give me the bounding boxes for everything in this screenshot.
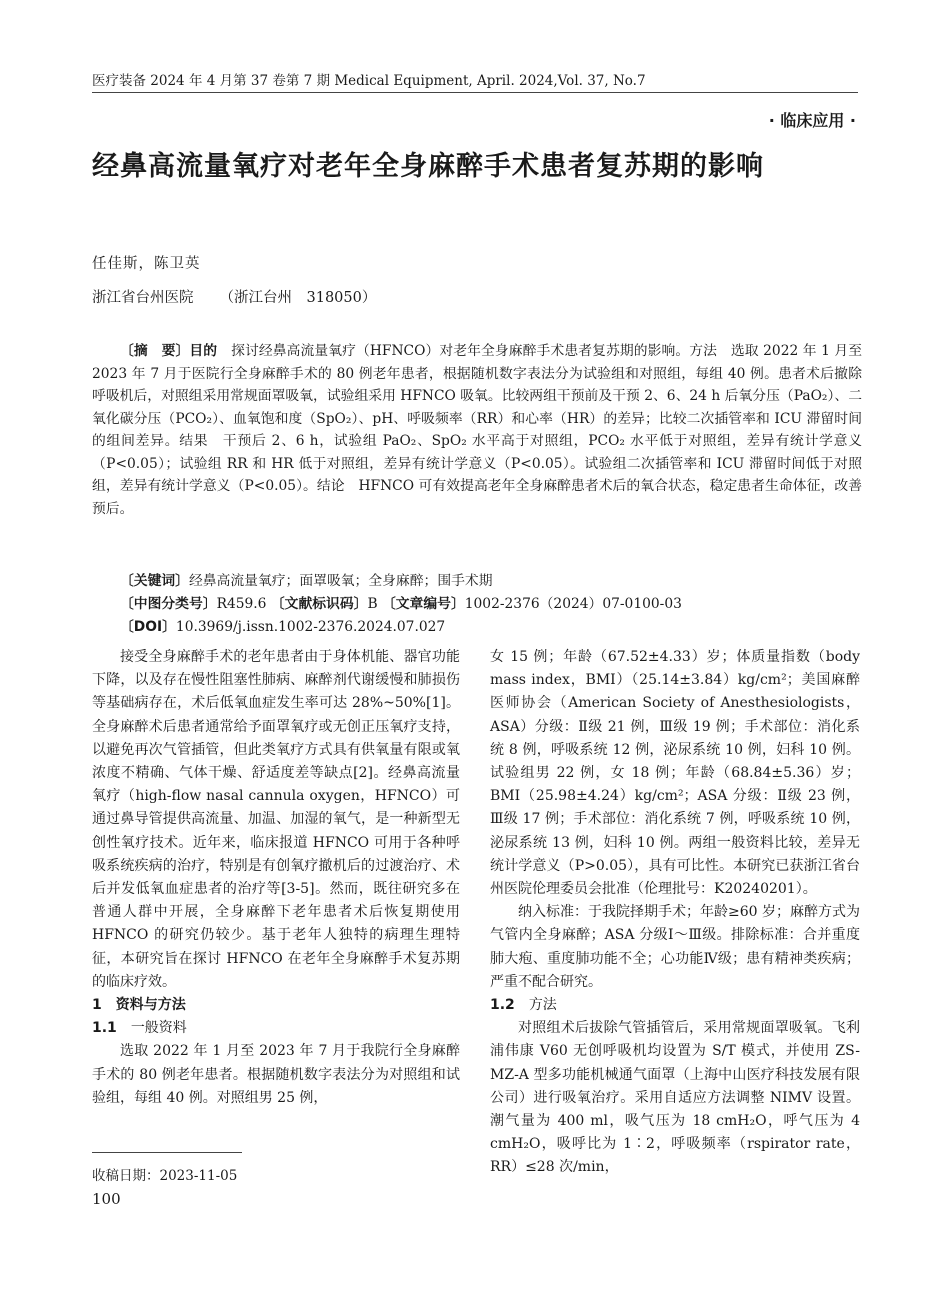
criteria-paragraph: 纳入标准：于我院择期手术；年龄≥60 岁；麻醉方式为气管内全身麻醉；ASA 分级Ⅰ～Ⅲ级。排除标准：合并重度肺大疱、重度肺功能不全；心功能Ⅳ级；患有精神类疾病；严重不配合研究。 [490,904,860,990]
body-column-left [92,646,460,1110]
doi-label: 〔DOI〕 [120,619,176,635]
header-rule [92,92,858,93]
doi-text: 10.3969/j.issn.1002-2376.2024.07.027 [175,619,446,635]
subsection-title: 方法 [528,997,557,1014]
doi [120,616,445,639]
subsection-number: 1.1 [92,1020,117,1037]
general-data-paragraph: 选取 2022 年 1 月至 2023 年 7 月于我院行全身麻醉手术的 80 例老年患者。根据随机数字表法分为对照组和试验组，每组 40 例。对照组男 25 例， [92,1043,460,1106]
keywords-text: 经鼻高流量氧疗；面罩吸氧；全身麻醉；围手术期 [188,573,493,589]
article-title: 经鼻高流量氧疗对老年全身麻醉手术患者复苏期的影响 [92,151,764,182]
classification [120,593,682,616]
clc-code: R459.6 [216,596,267,612]
article-no: 1002-2376（2024）07-0100-03 [464,596,682,612]
section-heading-1: 1 资料与方法 [92,997,186,1014]
doc-code-label: 〔文献标识码〕 [270,596,368,612]
intro-paragraph: 接受全身麻醉手术的老年患者由于身体机能、器官功能下降，以及存在慢性阻塞性肺病、麻醉剂代谢缓慢和肺损伤等基础病存在，术后低氧血症发生率可达 28%~50%[1]。全身麻醉术后患者通常给予面罩氧疗或无创正压氧疗支持，以避免再次气管插管，但此类氧疗方式具有供氧量有限或氧浓度不精确、气体干燥、舒适度差等缺点[2]。经鼻高流量氧疗（high-flow nasal cannula oxygen，HFNCO）可通过鼻导管提供高流量、加温、加湿的氧气，是一种新型无创性氧疗技术。近年来，临床报道 HFNCO 可用于各种呼吸系统疾病的治疗，特别是有创氧疗撤机后的过渡治疗、术后并发低氧血症患者的治疗等[3-5]。然而，既往研究多在普通人群中开展，全身麻醉下老年患者术后恢复期使用 HFNCO 的研究仍较少。基于老年人独特的病理生理特征，本研究旨在探讨 HFNCO 在老年全身麻醉手术复苏期的临床疗效。 [92,649,460,990]
body-column-right [490,646,860,1180]
footnote-rule [92,1152,242,1153]
keywords [120,570,493,593]
subsection-heading-1-2 [490,994,860,1017]
methods-paragraph: 对照组术后拔除气管插管后，采用常规面罩吸氧。飞利浦伟康 V60 无创呼吸机均设置为 S/T 模式，并使用 ZS-MZ-A 型多功能机械通气面罩（上海中山医疗科技发展有限公司）进行吸氧治疗。采用自适应方法调整 NIMV 设置。潮气量为 400 ml，吸气压为 18 cmH₂O，呼气压为 4 cmH₂O，吸呼比为 1∶2，呼吸频率（rspirator rate，RR）≤28 次/min， [490,1020,860,1176]
doc-code: B [367,596,378,612]
section-tag: · 临床应用 · [768,111,856,130]
affiliation [92,286,402,307]
received-date: 收稿日期：2023-11-05 [92,1168,238,1184]
abstract [92,340,862,520]
subsection-title: 一般资料 [130,1020,187,1037]
authors: 任佳斯，陈卫英 [92,256,201,272]
keywords-label: 〔关键词〕 [120,573,189,589]
demographics-paragraph: 女 15 例；年龄（67.52±4.33）岁；体质量指数（body mass index，BMI）（25.14±3.84）kg/cm²；美国麻醉医师协会（American Society of Anesthesiologists，ASA）分级：Ⅱ级 21 例，Ⅲ级 19 例；手术部位：消化系统 8 例，呼吸系统 12 例，泌尿系统 10 例，妇科 10 例。试验组男 22 例，女 18 例；年龄（68.84±5.36）岁；BMI（25.98±4.24）kg/cm²；ASA 分级：Ⅱ级 23 例，Ⅲ级 17 例；手术部位：消化系统 7 例，呼吸系统 10 例，泌尿系统 13 例，妇科 10 例。两组一般资料比较，差异无统计学意义（P>0.05），具有可比性。本研究已获浙江省台州医院伦理委员会批准（伦理批号：K20240201）。 [490,649,860,898]
article-no-label: 〔文章编号〕 [381,596,465,612]
page-number: 100 [92,1190,121,1208]
journal-header: 医疗装备 2024 年 4 月第 37 卷第 7 期 Medical Equipment, April. 2024,Vol. 37, No.7 [92,73,646,89]
clc-label: 〔中图分类号〕 [120,596,217,612]
abstract-label: 〔摘 要〕目的 [120,343,218,359]
abstract-text: 探讨经鼻高流量氧疗（HFNCO）对老年全身麻醉手术患者复苏期的影响。方法 选取 2022 年 1 月至 2023 年 7 月于医院行全身麻醉手术的 80 例老年患者，根据随机数字表法分为试验组和对照组，每组 40 例。患者术后撤除呼吸机后，对照组采用常规面罩吸氧，试验组采用 HFNCO 吸氧。比较两组干预前及干预 2、6、24 h 后氧分压（PaO₂）、二氧化碳分压（PCO₂）、血氧饱和度（SpO₂）、pH、呼吸频率（RR）和心率（HR）的差异；比较二次插管率和 ICU 滞留时间的组间差异。结果 干预后 2、6 h，试验组 PaO₂、SpO₂ 水平高于对照组，PCO₂ 水平低于对照组，差异有统计学意义（P<0.05）；试验组 RR 和 HR 低于对照组，差异有统计学意义（P<0.05）。试验组二次插管率和 ICU 滞留时间低于对照组，差异有统计学意义（P<0.05）。结论 HFNCO 可有效提高老年全身麻醉患者术后的氧合状态，稳定患者生命体征，改善预后。 [92,343,862,517]
affiliation-place: （浙江台州 318050） [219,290,377,306]
affiliation-org: 浙江省台州医院 [92,290,194,306]
subsection-number: 1.2 [490,997,515,1014]
subsection-heading-1-1 [92,1017,460,1040]
